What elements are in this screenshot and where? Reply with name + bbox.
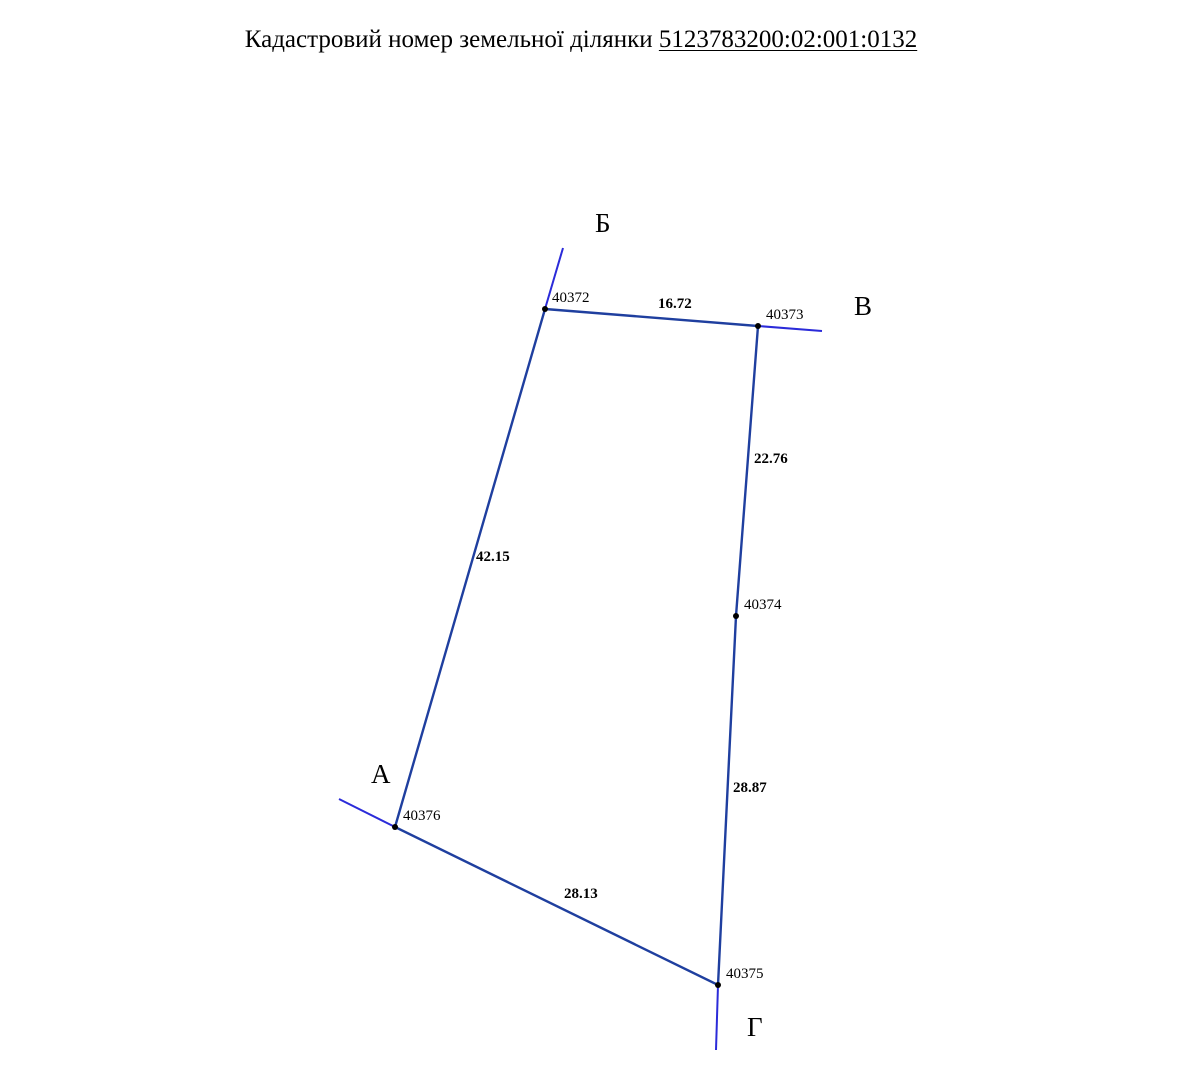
cadastral-number: 5123783200:02:001:0132 [658, 26, 918, 53]
vertex-label-40375: 40375 [726, 966, 764, 982]
vertex-label-40372: 40372 [552, 290, 590, 306]
vertex-label-40376: 40376 [403, 808, 441, 824]
vertex-point [755, 323, 761, 329]
vertex-point [733, 613, 739, 619]
side-length-label: 16.72 [658, 296, 692, 312]
vertex-point [542, 306, 548, 312]
neighbor-labels [371, 208, 872, 1042]
title-text: Кадастровий номер земельної ділянки [244, 26, 653, 53]
parcel-boundary [395, 309, 758, 985]
neighbor-line-a [339, 799, 395, 827]
side-length-label: 42.15 [476, 549, 510, 565]
side-length-label: 28.87 [733, 780, 767, 796]
vertex-point [715, 982, 721, 988]
neighbor-label-a: А [371, 759, 391, 789]
side-length-label: 22.76 [754, 451, 788, 467]
neighbor-label-v: В [854, 291, 873, 321]
neighbor-lines [339, 248, 822, 1050]
vertex-label-40374: 40374 [744, 597, 782, 613]
vertex-labels [403, 290, 804, 982]
neighbor-label-b: Б [595, 208, 611, 238]
neighbor-line-g [716, 985, 718, 1050]
neighbor-label-g: Г [747, 1012, 763, 1042]
neighbor-line-v [758, 326, 822, 331]
vertex-point [392, 824, 398, 830]
side-length-label: 28.13 [564, 886, 598, 902]
vertex-label-40373: 40373 [766, 307, 804, 323]
